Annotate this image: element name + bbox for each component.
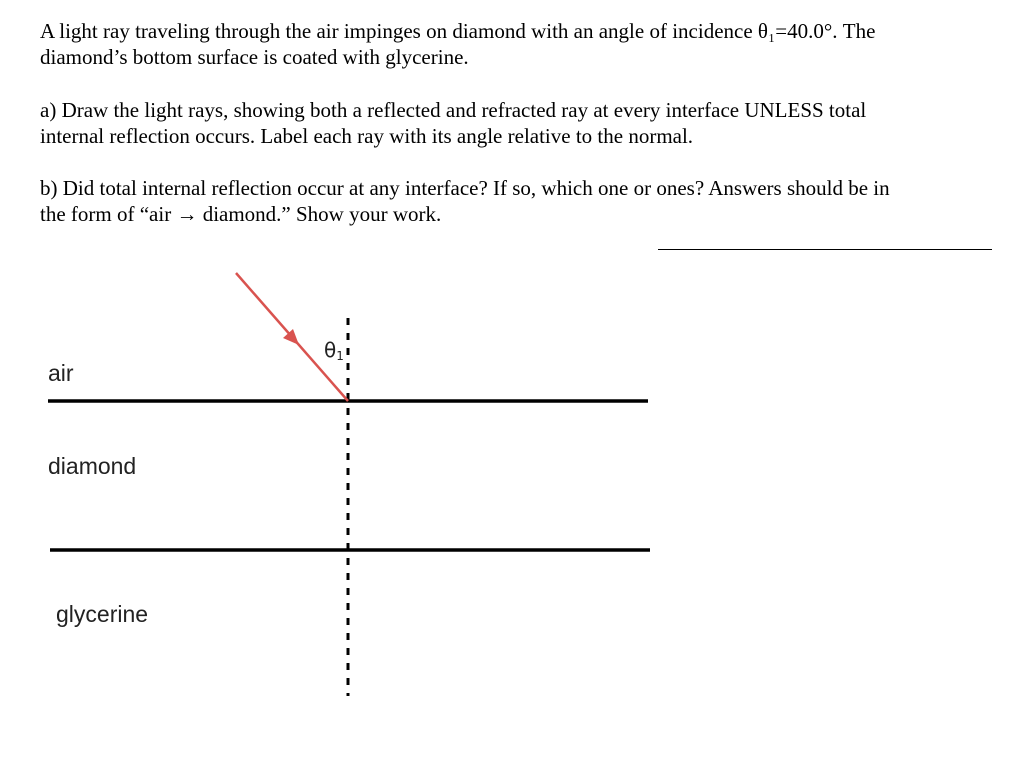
part-b-line-1: b) Did total internal reflection occur at any interface? If so, which one or ones? Answers should be in (40, 176, 890, 200)
incident-ray-arrowhead (283, 329, 299, 345)
part-b-line-2: the form of “air → diamond.” Show your work. (40, 202, 442, 226)
medium-label-glycerine: glycerine (56, 601, 149, 627)
intro-line-1: A light ray traveling through the air impinges on diamond with an angle of incidence θ₁=40.0°. The (40, 19, 876, 43)
incident-angle-label (324, 338, 344, 363)
theta-subscript: 1 (336, 349, 344, 363)
part-a-line-1: a) Draw the light rays, showing both a reflected and refracted ray at every interface UNLESS total (40, 98, 867, 122)
part-a-line-2: internal reflection occurs. Label each ray with its angle relative to the normal. (40, 124, 694, 148)
intro-line-2: diamond’s bottom surface is coated with glycerine. (40, 45, 469, 69)
medium-label-air: air (48, 360, 74, 386)
theta-symbol: θ (324, 338, 337, 362)
medium-label-diamond: diamond (48, 453, 137, 479)
